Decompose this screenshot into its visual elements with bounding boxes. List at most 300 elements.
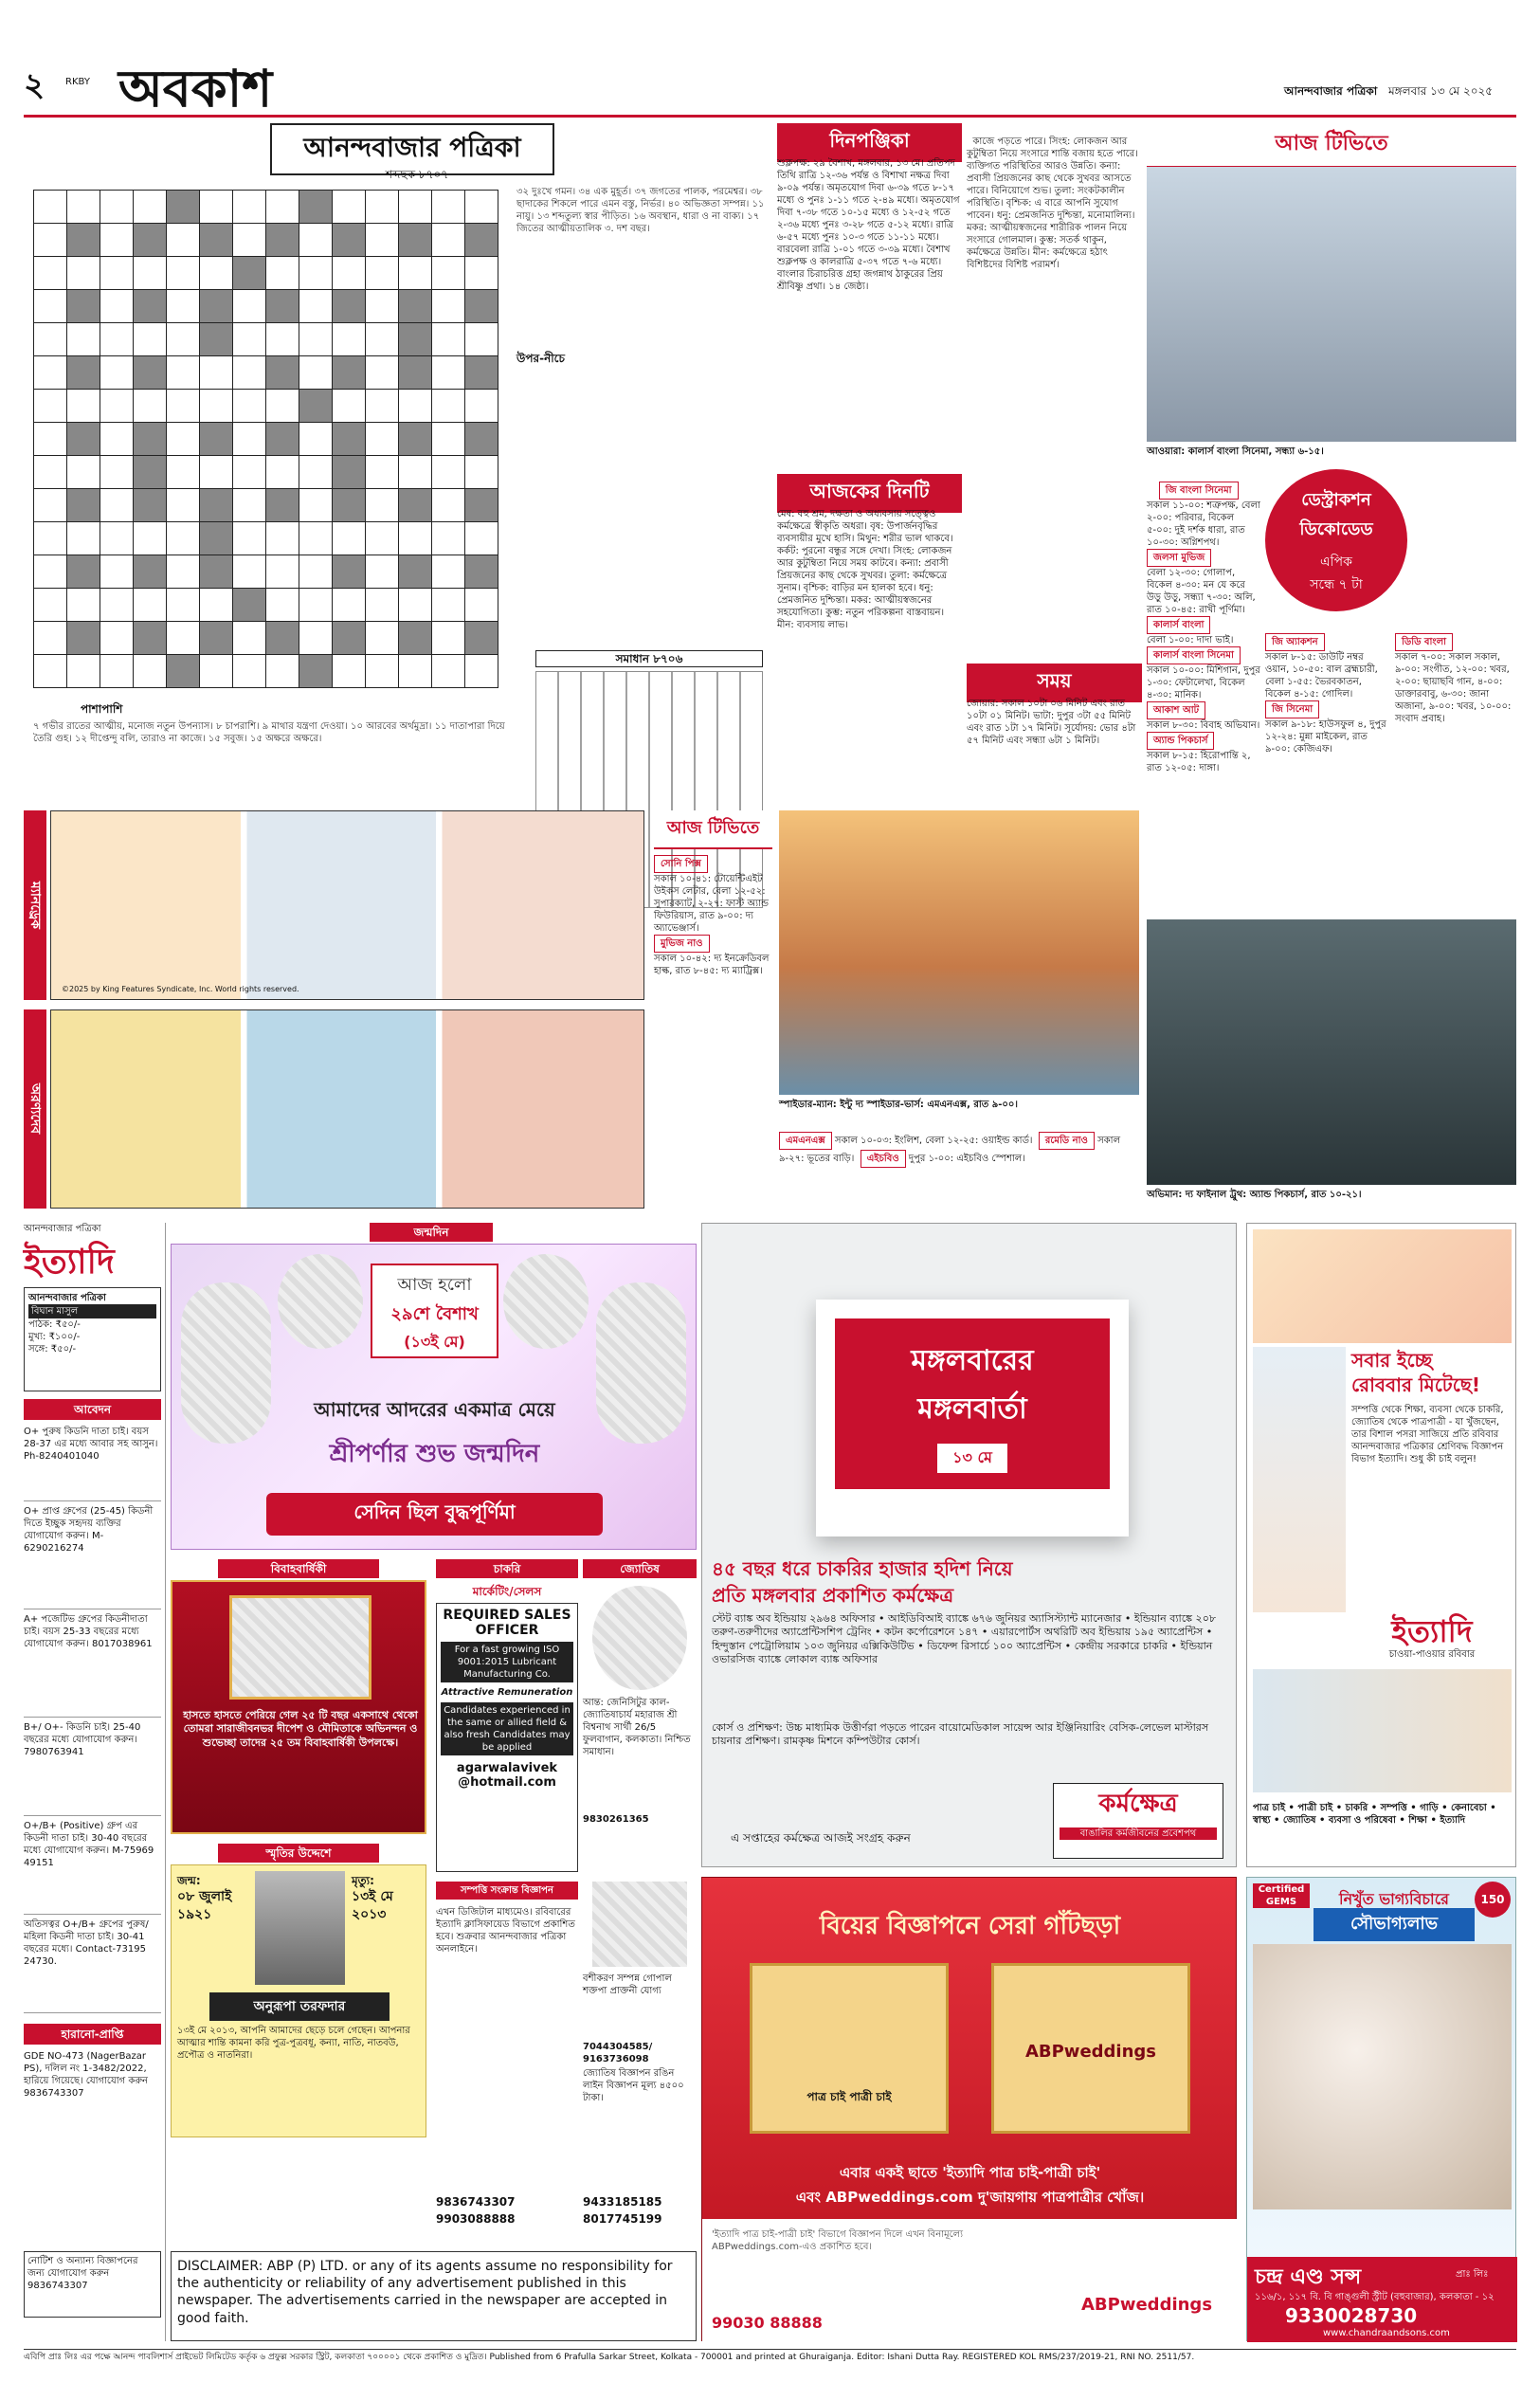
ityadi-column [24, 1223, 166, 2341]
crossword-cell[interactable] [200, 323, 233, 356]
rate-item: মুখ্য: ₹১০০/- [28, 1332, 81, 1342]
crossword-cell[interactable] [134, 191, 167, 224]
crossword-cell[interactable] [100, 191, 134, 224]
gems-address: ১১৬/১, ১১৭ বি. বি গাঙ্গুলী স্ট্রীট (বহুবাজার), কলকাতা - ১২ [1255, 2292, 1495, 2302]
crossword-cell[interactable] [465, 456, 498, 489]
crossword-cell[interactable] [432, 323, 465, 356]
crossword-cell[interactable] [432, 290, 465, 323]
crossword-cell[interactable] [134, 456, 167, 489]
crossword-cell[interactable] [34, 522, 67, 555]
crossword-cell[interactable] [333, 456, 366, 489]
crossword-cell[interactable] [366, 522, 399, 555]
channel-and-pictures: অ্যান্ড পিকচার্স [1147, 732, 1214, 750]
birthday-section: জন্মদিন [370, 1223, 493, 1242]
crossword-cell[interactable] [34, 257, 67, 290]
crossword-cell[interactable] [167, 423, 200, 456]
crossword-cell[interactable] [299, 555, 333, 589]
crossword-cell[interactable] [134, 423, 167, 456]
crossword-cell[interactable] [134, 522, 167, 555]
gems-brand: চন্দ্র এণ্ড সন্স [1255, 2265, 1362, 2289]
classified-mid-phone[interactable]: 9836743307 [436, 2195, 516, 2209]
panchang-body: শুক্লপক্ষ: ২৯ বৈশাখ, মঙ্গলবার, ১৩ মে। প্রতিপদ তিথি রাত্রি ১২-৩৬ পর্যন্ত ও বিশাখা নক্ষত্র দিবা ৯-০৯ পর্যন্ত। অমৃতযোগ দিবা ৬-৩৯ গতে ৮-১৭ মধ্যে ও পুনঃ ১-১১ গতে ২-৪৯ মধ্যে। অমৃতযোগ দিবা ৭-৩৮ গতে ১০-১৫ মধ্যে ও ১২-৫২ গতে ২-৩৬ মধ্যে পুনঃ ৩-২৮ গতে ৫-১২ মধ্যে। রাত্রি ৬-৫৭ মধ্যে পুনঃ ১০-৩ গতে ১১-১১ মধ্যে। বারবেলা রাত্রি ১-০১ গতে ৩-৩৯ মধ্যে। বৈশাখ শুক্লপক্ষ ও কালরাত্রি ৫-৩৭ গতে ৭-৬ মধ্যে। বাংলার চিরাচরিত্ত গ্রহা জগন্নাথ ঠাকুরের প্রিয় শ্রীবিষ্ণু প্রথা। ১৪ জেষ্ঠ্য। [777, 158, 963, 292]
calendar-graphic [816, 1300, 1129, 1536]
channel-aakash-aath: আকাশ আট [1147, 701, 1205, 719]
karma-logo-sub: বাঙালির কর্মজীবনের প্রবেশপথ [1060, 1827, 1217, 1840]
comic-strip2-label: অরণ্যদেব [24, 1009, 46, 1209]
jobs-remun: Attractive Remuneration [441, 1687, 573, 1698]
crossword-cell[interactable] [167, 257, 200, 290]
crossword-cell[interactable] [333, 589, 366, 622]
somoy-section [967, 664, 1142, 796]
crossword-cell[interactable] [399, 489, 432, 522]
astro2-phone[interactable]: 9433185185 [583, 2195, 662, 2209]
crossword-cell[interactable] [366, 655, 399, 688]
crossword-cell[interactable] [333, 390, 366, 423]
crossword-cell[interactable] [299, 390, 333, 423]
crossword-cell[interactable] [465, 224, 498, 257]
promo-line3: এপিক [1320, 555, 1352, 570]
crossword-cell[interactable] [465, 589, 498, 622]
crossword-cell[interactable] [34, 655, 67, 688]
crossword-cell[interactable] [399, 655, 432, 688]
gems-badge: Certified GEMS [1253, 1883, 1310, 1908]
crossword-cell[interactable] [432, 555, 465, 589]
crossword-cell[interactable] [100, 655, 134, 688]
anniversary-card [171, 1580, 426, 1834]
crossword-cell[interactable] [299, 655, 333, 688]
crossword-cell[interactable] [100, 356, 134, 390]
crossword-cell[interactable] [134, 390, 167, 423]
crossword-cell[interactable] [233, 522, 266, 555]
crossword-cell[interactable] [432, 622, 465, 655]
crossword-cell[interactable] [432, 655, 465, 688]
wedding-footer-note: 'ইত্যাদি পাত্র চাই-পাত্রী চাই' বিভাগে বিজ্ঞাপন দিলে এখন বিনামূল্যে ABPweddings.com-এও প্রকাশিত হবে। [712, 2229, 964, 2252]
crossword-cell[interactable] [299, 323, 333, 356]
horoscope-cont: কাজে পড়তে পারে। সিংহ: লোকজন আর কুটুম্বিতা নিয়ে সংসারে শান্তি বজায় হতে পারে। ব্যক্তিগত পরিস্থিতির আরও উন্নতি। কন্যা: প্রবাসী প্রিয়জনের কাছ থেকে সুখবর আসতে পারে। বিনিয়োগে শুভ। তুলা: সংকটকালীন পরিস্থিতি। বৃশ্চিক: এ বারে আপনি সুযোগ পাবেন। ধনু: প্রেমজনিত দুশ্চিন্তা, মনোমালিন্য। মকর: আত্মীয়স্বজনের শারীরিক পালন নিয়ে সংসারে গোলমাল। কুম্ভ: সতর্ক থাকুন, কর্মক্ষেত্রে উন্নতি। মীন: কর্মক্ষেত্রে হঠাৎ বিশিষ্টদের বিশিষ্ট পরামর্শ। [967, 136, 1138, 270]
notice-body: নোটিশ ও অন্যান্য বিজ্ঞাপনের জন্য যোগাযোগ করুন 9836743307 [24, 2251, 161, 2318]
crossword-cell[interactable] [299, 489, 333, 522]
crossword-cell[interactable] [34, 390, 67, 423]
crossword-cell[interactable] [399, 257, 432, 290]
crossword-cell[interactable] [299, 522, 333, 555]
born-label: জন্ম: [177, 1874, 201, 1887]
crossword-cell[interactable] [333, 555, 366, 589]
crossword-cell[interactable] [200, 257, 233, 290]
promo-line4: সন্ধে ৭ টা [1310, 577, 1363, 592]
crossword-cell[interactable] [465, 622, 498, 655]
comics-section [24, 810, 644, 1209]
crossword-cell[interactable] [100, 290, 134, 323]
crossword-cell[interactable] [167, 290, 200, 323]
crossword-cell[interactable] [366, 456, 399, 489]
crossword-cell[interactable] [100, 555, 134, 589]
crossword-cell[interactable] [100, 489, 134, 522]
crossword-cell[interactable] [167, 323, 200, 356]
crossword-grid[interactable] [33, 190, 498, 688]
crossword-cell[interactable] [134, 489, 167, 522]
crossword-cell[interactable] [266, 423, 299, 456]
classified-mid-phone[interactable]: 9903088888 [436, 2212, 516, 2226]
channel-colors-bangla: কালার্স বাংলা [1147, 616, 1210, 634]
crossword-cell[interactable] [399, 522, 432, 555]
crossword-cell[interactable] [67, 323, 100, 356]
crossword-cell[interactable] [34, 191, 67, 224]
memorial-section: স্মৃতির উদ্দেশে [218, 1844, 379, 1863]
crossword-cell[interactable] [266, 622, 299, 655]
crossword-across-clues: ৭ গভীর রাতের আত্মীয়, মনোজ নতুন উপন্যাস। ৮ চাপরাশি। ৯ মাথার যন্ত্রণা দেওয়া। ১০ আরবের অর্থমুদ্রা। ১১ দাতাপারা দিয়ে তৈরি গুহ। ১২ দীপ্তেন্দু বলি, তারাও না কাজে। ১৫ সবুজ। ১৫ অক্ষরে অক্ষরে। [33, 721, 505, 744]
class-head: আবেদন [24, 1399, 161, 1420]
crossword-cell[interactable] [67, 191, 100, 224]
crossword-cell[interactable] [67, 356, 100, 390]
crossword-cell[interactable] [465, 356, 498, 390]
crossword-cell[interactable] [100, 589, 134, 622]
crossword-cell[interactable] [432, 489, 465, 522]
crossword-cell[interactable] [134, 655, 167, 688]
crossword-cell[interactable] [67, 622, 100, 655]
crossword-cell[interactable] [233, 224, 266, 257]
crossword-cell[interactable] [333, 655, 366, 688]
crossword-cell[interactable] [134, 323, 167, 356]
crossword-cell[interactable] [299, 622, 333, 655]
horoscope-section [777, 474, 962, 796]
crossword-cell[interactable] [266, 257, 299, 290]
crossword-cell[interactable] [333, 489, 366, 522]
astro-photo [592, 1586, 687, 1690]
crossword-cell[interactable] [233, 423, 266, 456]
crossword-cell[interactable] [34, 290, 67, 323]
gems-phone[interactable]: 9330028730 [1285, 2304, 1418, 2327]
crossword-cell[interactable] [34, 323, 67, 356]
crossword-cell[interactable] [366, 323, 399, 356]
crossword-cell[interactable] [100, 522, 134, 555]
crossword-brand: আনন্দবাজার পত্রিকা [270, 123, 554, 175]
crossword-cell[interactable] [299, 290, 333, 323]
crossword-cell[interactable] [333, 356, 366, 390]
crossword-cell[interactable] [399, 323, 432, 356]
crossword-cell[interactable] [233, 489, 266, 522]
crossword-cell[interactable] [134, 290, 167, 323]
crossword-cell[interactable] [67, 390, 100, 423]
crossword-cell[interactable] [200, 522, 233, 555]
crossword-cell[interactable] [266, 191, 299, 224]
lost-body: GDE NO-473 (NagerBazar PS), দলিল নং 1-3482/2022, হারিয়ে গিয়েছে। যোগাযোগ করুন 9836743307 [24, 2051, 152, 2099]
crossword-cell[interactable] [67, 489, 100, 522]
crossword-cell[interactable] [266, 489, 299, 522]
masthead-paper: আনন্দবাজার পত্রিকা [1284, 84, 1378, 98]
crossword-cell[interactable] [34, 489, 67, 522]
crossword-cell[interactable] [333, 622, 366, 655]
crossword-cell[interactable] [200, 555, 233, 589]
crossword-cell[interactable] [432, 224, 465, 257]
jobs-note: Candidates experienced in the same or allied field & also fresh Candidates may be applied [441, 1702, 573, 1755]
crossword-cell[interactable] [167, 356, 200, 390]
crossword-cell[interactable] [432, 456, 465, 489]
wedding-line1: এবার একই ছাতে 'ইত্যাদি পাত্র চাই-পাত্রী চাই' [839, 2164, 1101, 2181]
birthday-line1: আজ হলো [397, 1275, 472, 1295]
tv-top-head: আজ টিভিতে [1147, 123, 1516, 168]
jobs-email[interactable]: agarwalavivek @hotmail.com [456, 1761, 558, 1790]
horoscope-body: মেষ: বহু শ্রম, দক্ষতা ও অধ্যবসায় সত্ত্বেও কর্মক্ষেত্রে স্বীকৃতি অধরা। বৃষ: উপার্জনবৃদ্ধির ব্যবসায়ীর মুখে হাসি। মিথুন: শরীর ভাল থাকবে। কর্কট: পুরনো বন্ধুর সঙ্গে দেখা। সিংহ: লোকজন আর কুটুম্বিতা নিয়ে সময় কাটবে। কন্যা: প্রবাসী প্রিয়জনের কাছ থেকে সুখবর। তুলা: কর্মক্ষেত্রে সুনাম। বৃশ্চিক: বাড়ির মন হালকা হবে। ধনু: প্রেমজনিত দুশ্চিন্তা। মকর: আত্মীয়স্বজনের সহযোগিতা। কুম্ভ: নতুন পরিকল্পনা বাস্তবায়ন। মীন: ব্যবসায় লাভ। [777, 509, 956, 630]
crossword-cell[interactable] [34, 622, 67, 655]
channel-zee-bangla-cinema: জি বাংলা সিনেমা [1159, 482, 1239, 500]
crossword-cell[interactable] [200, 589, 233, 622]
crossword-cell[interactable] [167, 622, 200, 655]
crossword-cell[interactable] [134, 356, 167, 390]
side-ad-head1: সবার ইচ্ছে [1351, 1349, 1433, 1372]
crossword-cell[interactable] [333, 423, 366, 456]
crossword-cell[interactable] [333, 224, 366, 257]
crossword-cell[interactable] [34, 423, 67, 456]
side-ad-items [1253, 1347, 1346, 1612]
crossword-cell[interactable] [299, 191, 333, 224]
crossword-cell[interactable] [465, 390, 498, 423]
astro2-photo [592, 1882, 687, 1967]
crossword-cell[interactable] [333, 323, 366, 356]
gems-web[interactable]: www.chandraandsons.com [1323, 2328, 1450, 2338]
tv-top-listings-3: ডিডি বাংলা সকাল ৭-০০: সকাল সকাল, ৯-০০: সংগীত, ১২-০০: খবর, ২-০০: ছায়াছবি গান, ৪-০০: ডাক্তারবাবু, ৬-৩০: জানা অজানা, ৯-০০: খবর, ১০-০০: সংবাদ প্রবাহ। [1395, 621, 1516, 1038]
crossword-cell[interactable] [167, 522, 200, 555]
crossword-cell[interactable] [432, 423, 465, 456]
crossword-cell[interactable] [134, 555, 167, 589]
crossword-title: শব্দছক ৮৭০৭ [385, 168, 449, 181]
crossword-cell[interactable] [200, 390, 233, 423]
tv-mid-listings-2: এমএনএক্স সকাল ১০-০৩: ইংলিশ, বেলা ১২-২৫: ওয়াইল্ড কার্ড। রমেডি নাও সকাল ৯-২৭: ভূতের বাড়ি। এইচবিও দুপুর ১-০০: এইচবিও স্পেশাল। [779, 1119, 1139, 1209]
crossword-cell[interactable] [366, 423, 399, 456]
channel-zee-cinema: জি সিনেমা [1265, 700, 1319, 718]
classified-mid-head: সম্পত্তি সংক্রান্ত বিজ্ঞাপন [436, 1882, 578, 1900]
solution-head: সমাধান ৮৭০৬ [535, 650, 763, 667]
crossword-cell[interactable] [465, 257, 498, 290]
crossword-cell[interactable] [167, 555, 200, 589]
birthday-line6: সেদিন ছিল বুদ্ধপূর্ণিমা [266, 1493, 603, 1536]
tv-top-caption: আওয়ারা: কালার্স বাংলা সিনেমা, সন্ধ্যা ৬-১৫। [1147, 446, 1324, 457]
crossword-cell[interactable] [134, 622, 167, 655]
panchang-section [777, 123, 962, 531]
crossword-cell[interactable] [200, 423, 233, 456]
crossword-cell[interactable] [100, 224, 134, 257]
crossword-cell[interactable] [299, 589, 333, 622]
crossword-cell[interactable] [266, 290, 299, 323]
crossword-cell[interactable] [167, 390, 200, 423]
crossword-cell[interactable] [266, 655, 299, 688]
memorial-born [177, 1873, 253, 1924]
crossword-cell[interactable] [167, 489, 200, 522]
crossword-cell[interactable] [465, 323, 498, 356]
crossword-cell[interactable] [399, 390, 432, 423]
birthday-card [171, 1244, 697, 1550]
crossword-cell[interactable] [34, 224, 67, 257]
crossword-cell[interactable] [399, 423, 432, 456]
crossword-cell[interactable] [366, 257, 399, 290]
anniversary-photo [229, 1595, 371, 1700]
crossword-cell[interactable] [100, 390, 134, 423]
astro2-phone[interactable]: 8017745199 [583, 2212, 662, 2226]
crossword-cell[interactable] [134, 589, 167, 622]
crossword-cell[interactable] [266, 323, 299, 356]
crossword-cell[interactable] [67, 655, 100, 688]
astro2-phone[interactable]: 7044304585/ 9163736098 [583, 2042, 653, 2064]
karmakshetra-ad [701, 1223, 1237, 1867]
crossword-cell[interactable] [465, 555, 498, 589]
crossword-cell[interactable] [100, 456, 134, 489]
crossword-cell[interactable] [200, 224, 233, 257]
gems-head: নিখুঁত ভাগ্যবিচারে [1339, 1890, 1449, 1908]
crossword-cell[interactable] [67, 555, 100, 589]
crossword-cell[interactable] [233, 191, 266, 224]
tv-top-listings: জি বাংলা সিনেমা সকাল ১১-০০: শত্রুপক্ষ, বেলা ২-০০: পরিবার, বিকেল ৫-০০: দুই দর্শক ধারা, রাত ১০-৩০: অগ্নিশপথ। জলসা মুভিজ বেলা ১২-৩০: গোলাপ, বিকেল ৪-৩০: মন যে করে উড়ু উড়ু, সন্ধ্যা ৭-৩০: অলি, রাত ১০-৪৫: রাখী পূর্ণিমা। কালার্স বাংলা বেলা ১-০০: দাদা ভাই। কালার্স বাংলা সিনেমা সকাল ১০-০০: মিশিগান, দুপুর ১-৩০: ফেটালেখা, বিকেল ৪-৩০: মানিক। আকাশ আট সকাল ৮-৩০: বিবাহ অভিযান। অ্যান্ড পিকচার্স সকাল ৮-১৫: হিরোপান্তি ২, রাত ১২-০৫: দাঙ্গা। [1147, 469, 1260, 1038]
calendar-date: ১৩ মে [937, 1444, 1007, 1473]
crossword-cell[interactable] [266, 390, 299, 423]
crossword-cell[interactable] [100, 257, 134, 290]
crossword-cell[interactable] [134, 257, 167, 290]
crossword-cell[interactable] [465, 489, 498, 522]
crossword-cell[interactable] [432, 191, 465, 224]
crossword-cell[interactable] [366, 356, 399, 390]
crossword-cell[interactable] [167, 589, 200, 622]
crossword-cell[interactable] [100, 323, 134, 356]
crossword-cell[interactable] [333, 522, 366, 555]
birthday-line5: শ্রীপর্ণার শুভ জন্মদিন [329, 1440, 540, 1468]
crossword-cell[interactable] [366, 622, 399, 655]
astro2-text: বশীকরণ সম্পন্ন গোপাল শক্তপা প্রাক্তনী যোগ্য [583, 1973, 675, 1996]
crossword-cell[interactable] [266, 224, 299, 257]
crossword-cell[interactable] [67, 224, 100, 257]
crossword-cell[interactable] [399, 191, 432, 224]
crossword-cell[interactable] [233, 456, 266, 489]
crossword-cell[interactable] [233, 257, 266, 290]
crossword-cell[interactable] [333, 191, 366, 224]
side-ad-brand-sub: চাওয়া-পাওয়ার রবিবার [1388, 1649, 1476, 1660]
imprint-footer: এবিপি প্রাঃ লিঃ এর পক্ষে আনন্দ পাবলিশার্স প্রাইভেট লিমিটেড কর্তৃক ৬ প্রফুল্ল সরকার স্ট্রিট, কলকাতা ৭০০০০১ থেকে প্রকাশিত ও মুদ্রিত। Published from 6 Prafulla Sarkar Street, Kolkata - 700001 and printed at Ghuraiganja. Editor: Ishani Dutta Ray. REGISTERED KOL RMS/237/2019-21, RNI NO. 2511/57. [24, 2349, 1516, 2377]
crossword-cell[interactable] [200, 489, 233, 522]
wedding-footer [702, 2219, 1238, 2342]
crossword-cell[interactable] [465, 290, 498, 323]
crossword-cell[interactable] [333, 257, 366, 290]
channel-movies-now: মুভিজ নাও [654, 935, 710, 953]
crossword-cell[interactable] [34, 589, 67, 622]
crossword-cell[interactable] [167, 191, 200, 224]
crossword-cell[interactable] [100, 622, 134, 655]
crossword-cell[interactable] [432, 522, 465, 555]
crossword-cell[interactable] [67, 290, 100, 323]
crossword-cell[interactable] [34, 456, 67, 489]
crossword-cell[interactable] [67, 522, 100, 555]
crossword-cell[interactable] [200, 456, 233, 489]
anniversary-ad [171, 1559, 426, 1834]
karma-logo: কর্মক্ষেত্র [1098, 1790, 1178, 1818]
crossword-cell[interactable] [167, 224, 200, 257]
crossword-cell[interactable] [465, 191, 498, 224]
crossword-cell[interactable] [200, 356, 233, 390]
crossword-cell[interactable] [333, 290, 366, 323]
crossword-cell[interactable] [233, 589, 266, 622]
crossword-cell[interactable] [167, 655, 200, 688]
crossword-cell[interactable] [366, 589, 399, 622]
crossword-cell[interactable] [134, 224, 167, 257]
crossword-cell[interactable] [399, 589, 432, 622]
tv-bottom-caption: অভিমান: দ্য ফাইনাল ট্রুথ: অ্যান্ড পিকচার্স, রাত ১০-২১। [1147, 1190, 1362, 1200]
crossword-cell[interactable] [67, 257, 100, 290]
crossword-cell[interactable] [233, 555, 266, 589]
wedding-phone[interactable]: 99030 88888 [712, 2314, 823, 2332]
crossword-cell[interactable] [366, 191, 399, 224]
crossword-across-head: পাশাপাশি [81, 702, 123, 716]
crossword-cell[interactable] [266, 589, 299, 622]
crossword-cell[interactable] [266, 522, 299, 555]
crossword-cell[interactable] [366, 224, 399, 257]
crossword-cell[interactable] [34, 356, 67, 390]
crossword-cell[interactable] [266, 555, 299, 589]
crossword-cell[interactable] [432, 390, 465, 423]
side-ad-head2: রোববার মিটেছে! [1351, 1373, 1480, 1396]
crossword-cell[interactable] [233, 356, 266, 390]
crossword-cell[interactable] [399, 290, 432, 323]
crossword-cell[interactable] [200, 622, 233, 655]
crossword-cell[interactable] [100, 423, 134, 456]
crossword-cell[interactable] [67, 423, 100, 456]
crossword-cell[interactable] [465, 522, 498, 555]
crossword-cell[interactable] [399, 356, 432, 390]
wedding-brand-logo: ABPweddings [1081, 2295, 1213, 2315]
crossword-cell[interactable] [200, 290, 233, 323]
crossword-cell[interactable] [299, 423, 333, 456]
gems-photo [1253, 1944, 1512, 2209]
crossword-cell[interactable] [67, 456, 100, 489]
classified-mid [436, 1882, 578, 2242]
crossword-cell[interactable] [366, 489, 399, 522]
crossword-cell[interactable] [399, 622, 432, 655]
crossword-cell[interactable] [366, 390, 399, 423]
crossword-cell[interactable] [233, 655, 266, 688]
crossword-cell[interactable] [299, 224, 333, 257]
tv-mid-section [654, 810, 1142, 1209]
crossword-cell[interactable] [432, 356, 465, 390]
class-listing-6: অতিসত্বর O+/B+ গ্রুপের পুরুষ/মহিলা কিডনী দাতা চাই। 30-41 বছরের মধ্যে। Contact-73195 24730. [24, 1918, 161, 2013]
crossword-cell[interactable] [233, 323, 266, 356]
crossword-cell[interactable] [465, 655, 498, 688]
crossword-cell[interactable] [233, 622, 266, 655]
crossword-cell[interactable] [34, 555, 67, 589]
crossword-cell[interactable] [266, 456, 299, 489]
crossword-cell[interactable] [399, 456, 432, 489]
crossword-cell[interactable] [399, 555, 432, 589]
crossword-cell[interactable] [67, 589, 100, 622]
crossword-cell[interactable] [200, 655, 233, 688]
crossword-cell[interactable] [233, 290, 266, 323]
crossword-cell[interactable] [299, 456, 333, 489]
rate-item: পাঠক: ₹৫০/- [28, 1319, 81, 1330]
karma-headline1: ৪৫ বছর ধরে চাকরির হাজার হদিশ নিয়ে [712, 1557, 1013, 1580]
crossword-cell[interactable] [399, 224, 432, 257]
crossword-cell[interactable] [432, 257, 465, 290]
crossword-cell[interactable] [299, 356, 333, 390]
crossword-cell[interactable] [299, 257, 333, 290]
crossword-cell[interactable] [200, 191, 233, 224]
crossword-cell[interactable] [465, 423, 498, 456]
classified-mid-body: এখন ডিজিটাল মাধ্যমেও। রবিবারের ইত্যাদি ক্লাসিফায়েড বিভাগে প্রকাশিত হবে। শুক্রবার আনন্দবাজার পত্রিকা অনলাইনে। [436, 1907, 579, 1955]
crossword-cell[interactable] [233, 390, 266, 423]
tv-top-photo [1147, 167, 1516, 442]
crossword-cell[interactable] [432, 589, 465, 622]
crossword-cell[interactable] [266, 356, 299, 390]
crossword-cell[interactable] [366, 555, 399, 589]
astro-section: জ্যোতিষ [583, 1559, 697, 1578]
astro-phone1[interactable]: 9830261365 [583, 1814, 649, 1825]
crossword-cell[interactable] [366, 290, 399, 323]
crossword-cell[interactable] [167, 456, 200, 489]
tv-mid-listings: সোনি পিক্স সকাল ১০-৪১: টোয়েন্টিএইট উইকস লেটার, বেলা ১২-৫২: সুপারক্যাট, ২-২৭: ফাস্ট অ্যান্ড ফিউরিয়াস, রাত ৯-০০: দ্য অ্যাভেঞ্জার্স। মুভিজ নাও সকাল ১০-৪২: দ্য ইনক্রেডিবল হাল্ক, রাত ৮-৪৫: দ্য ম্যাট্রিক্স। [654, 843, 772, 1209]
side-ad-body: সম্পত্তি থেকে শিক্ষা, ব্যবসা থেকে চাকরি, জ্যোতিষ থেকে পাত্রপাত্রী - যা খুঁজছেন, তার বিশাল পসরা সাজিয়ে প্রতি রবিবার আনন্দবাজার পত্রিকার শ্রেণিবদ্ধ বিজ্ঞাপন বিভাগ ইত্যাদি। শুধু কী চাই বলুন! [1351, 1405, 1507, 1464]
